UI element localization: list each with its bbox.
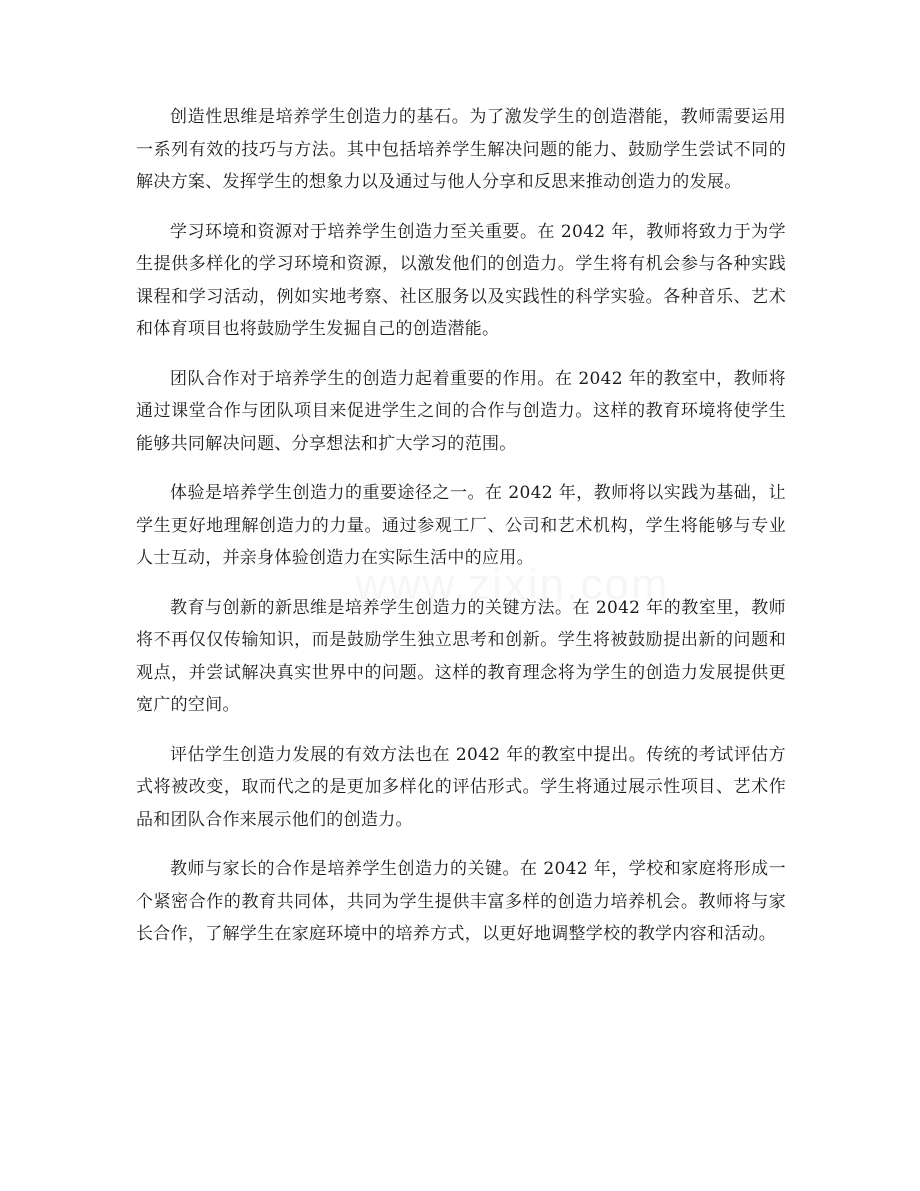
- paragraph-assessment: 评估学生创造力发展的有效方法也在 2042 年的教室中提出。传统的考试评估方式将被改变，取而代之的是更加多样化的评估形式。学生将通过展示性项目、艺术作品和团队合作来展示他们的创造力。: [136, 744, 786, 830]
- paragraph-creative-thinking: 创造性思维是培养学生创造力的基石。为了激发学生的创造潜能，教师需要运用一系列有效的技巧与方法。其中包括培养学生解决问题的能力、鼓励学生尝试不同的解决方案、发挥学生的想象力以及通过与他人分享和反思来推动创造力的发展。: [136, 107, 786, 192]
- paragraph-new-thinking: 教育与创新的新思维是培养学生创造力的关键方法。在 2042 年的教室里，教师将不再仅仅传输知识，而是鼓励学生独立思考和创新。学生将被鼓励提出新的问题和观点，并尝试解决真实世界中的问题。这样的教育理念将为学生的创造力发展提供更宽广的空间。: [136, 597, 786, 715]
- paragraph-parent-cooperation: 教师与家长的合作是培养学生创造力的关键。在 2042 年，学校和家庭将形成一个紧密合作的教育共同体，共同为学生提供丰富多样的创造力培养机会。教师将与家长合作，了解学生在家庭环境中的培养方式，以更好地调整学校的教学内容和活动。: [136, 859, 786, 944]
- document-body: [136, 101, 786, 968]
- paragraph-teamwork: 团队合作对于培养学生的创造力起着重要的作用。在 2042 年的教室中，教师将通过课堂合作与团队项目来促进学生之间的合作与创造力。这样的教育环境将使学生能够共同解决问题、分享想法和扩大学习的范围。: [136, 368, 786, 454]
- paragraph-experience: 体验是培养学生创造力的重要途径之一。在 2042 年，教师将以实践为基础，让学生更好地理解创造力的力量。通过参观工厂、公司和艺术机构，学生将能够与专业人士互动，并亲身体验创造力在实际生活中的应用。: [136, 483, 786, 568]
- paragraph-learning-environment: 学习环境和资源对于培养学生创造力至关重要。在 2042 年，教师将致力于为学生提供多样化的学习环境和资源，以激发他们的创造力。学生将有机会参与各种实践课程和学习活动，例如实地考察、社区服务以及实践性的科学实验。各种音乐、艺术和体育项目也将鼓励学生发掘自己的创造潜能。: [136, 221, 786, 339]
- watermark-text: www.zixin.com: [355, 560, 670, 609]
